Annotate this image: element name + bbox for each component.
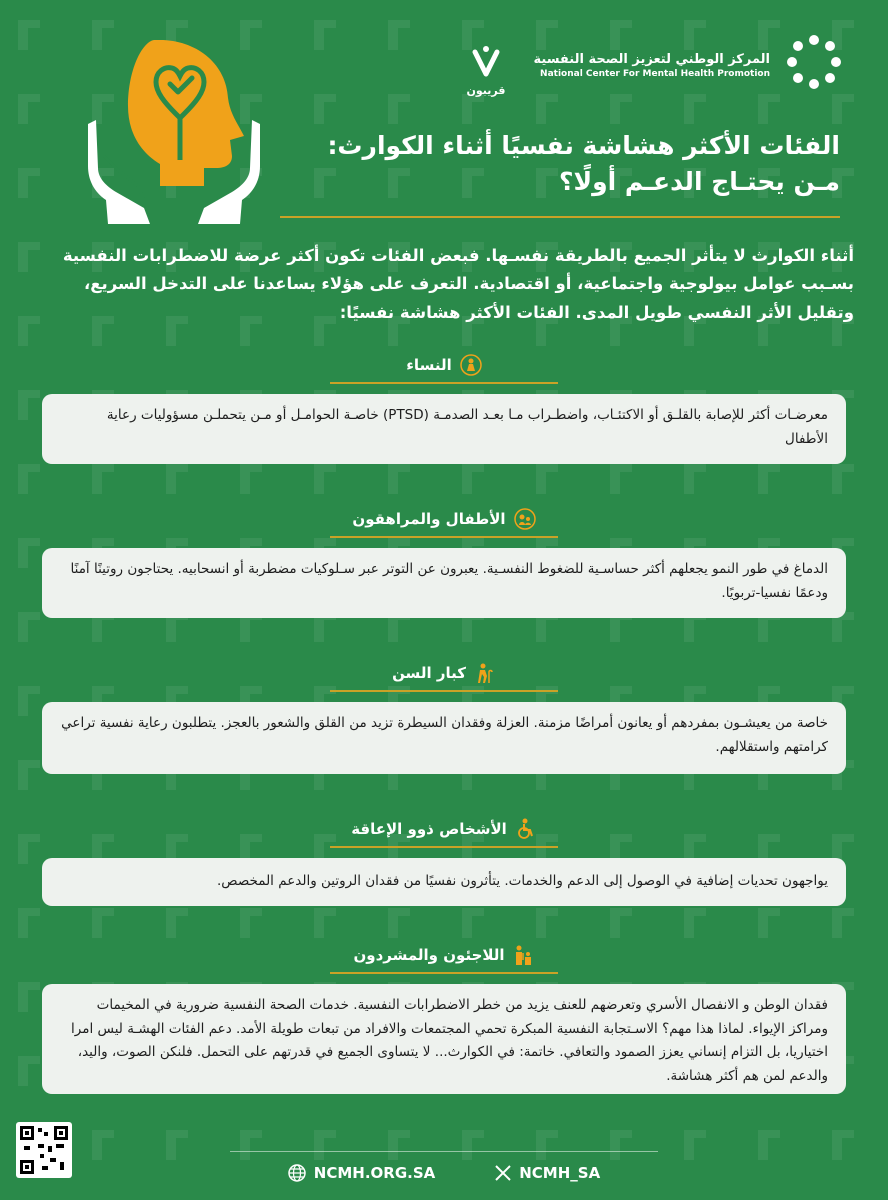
section-title-refugees xyxy=(0,944,888,970)
title-block xyxy=(280,128,840,201)
wheelchair-icon xyxy=(515,818,537,840)
org-names xyxy=(534,52,770,79)
section-title-elderly xyxy=(0,662,888,688)
section-card-children: الدماغ في طور النمو يجعلهم أكثر حساسـية للضغوط النفسـية. يعبرون عن التوتر عبر سـلوكيات مضطربة أو انسحابيه. يحتاجون روتينًا آمنًا ودعمًا نفسيا-تربويًا. xyxy=(42,548,846,618)
qariboon-logo-icon xyxy=(469,44,503,78)
section-divider xyxy=(330,382,558,384)
website-link[interactable] xyxy=(288,1164,435,1182)
footer xyxy=(0,1120,888,1200)
website-text: NCMH.ORG.SA xyxy=(313,1164,436,1182)
x-logo-icon xyxy=(495,1165,511,1181)
partner-name: قريبون xyxy=(466,84,506,97)
woman-icon xyxy=(460,354,482,376)
org-name-ar: المركز الوطني لتعزيز الصحة النفسية xyxy=(533,52,770,67)
section-title-text: كبار السن xyxy=(392,664,466,682)
title-divider xyxy=(280,216,840,218)
section-title-women xyxy=(0,354,888,380)
page-title: الفئات الأكثر هشاشة نفسيًا أثناء الكوارث: xyxy=(327,131,840,160)
section-title-text: الأشخاص ذوو الإعاقة xyxy=(351,820,507,838)
ncmh-logo-icon xyxy=(784,32,844,92)
section-title-text: اللاجئون والمشردون xyxy=(353,946,505,964)
section-divider xyxy=(330,846,558,848)
section-card-women: معرضـات أكثر للإصابة بالقلـق أو الاكتئـاب، واضطـراب مـا بعـد الصدمـة (PTSD) خاصـة الحوامـل أو مـن يتحملـن مسؤوليات رعاية الأطفال xyxy=(42,394,846,464)
refugee-family-icon xyxy=(513,944,535,966)
globe-icon xyxy=(288,1164,306,1182)
section-title-children xyxy=(0,508,888,534)
section-title-text: النساء xyxy=(406,356,452,374)
page-subtitle: مـن يحتـاج الدعـم أولًا؟ xyxy=(558,167,840,197)
children-icon xyxy=(514,508,536,530)
section-divider xyxy=(330,972,558,974)
section-divider xyxy=(330,690,558,692)
org-name-en: National Center For Mental Health Promotion xyxy=(540,69,770,79)
header xyxy=(0,22,888,112)
x-handle-text: NCMH_SA xyxy=(519,1164,601,1182)
partner-logo xyxy=(462,44,510,97)
x-handle-link[interactable] xyxy=(495,1164,600,1182)
section-card-refugees: فقدان الوطن و الانفصال الأسري وتعرضهم للعنف يزيد من خطر الاضطرابات النفسية. خدمات الصحة النفسية ضرورية في المخيمات ومراكز الإيواء. لماذا هذا مهم؟ الاسـتجابة النفسية المبكرة تحمي المجتمعات والافراد من تبعات طويلة الأمد. دعم الفئات الهشـة ليس امرا اختياريا، بل التزام إنساني يعزز الصمود والتعافي. خاتمة: في الكوارث... لا يتساوى الجميع في قدرتهم على التحمل. فلنكن الصوت، واليد، والدعم لمن هم أكثر هشاشة. xyxy=(42,984,846,1094)
intro-paragraph: أثناء الكوارث لا يتأثر الجميع بالطريقة نفسـها. فبعض الفئات تكون أكثر عرضة للاضطرابات النفسية بسـبب عوامل بيولوجية واجتماعية، أو اقتصادية. التعرف على هؤلاء يساعدنا على التدخل السريع، وتقليل الأثر النفسي طويل المدى. الفئات الأكثر هشاشة نفسيًا: xyxy=(62,246,854,322)
footer-links xyxy=(0,1164,888,1182)
section-title-disability xyxy=(0,818,888,844)
section-card-disability: يواجهون تحديات إضافية في الوصول إلى الدعم والخدمات. يتأثرون نفسيًا من فقدان الروتين والدعم المخصص. xyxy=(42,858,846,906)
section-title-text: الأطفال والمراهقون xyxy=(352,510,506,528)
section-divider xyxy=(330,536,558,538)
section-card-elderly: خاصة من يعيشـون بمفردهم أو يعانون أمراضًا مزمنة. العزلة وفقدان السيطرة تزيد من القلق والشعور بالعجز. يتطلبون رعاية نفسية تراعي كرامتهم واستقلالهم. xyxy=(42,702,846,774)
elderly-icon xyxy=(474,662,496,684)
head-heart-hands-icon xyxy=(84,40,264,240)
footer-divider xyxy=(230,1151,658,1152)
